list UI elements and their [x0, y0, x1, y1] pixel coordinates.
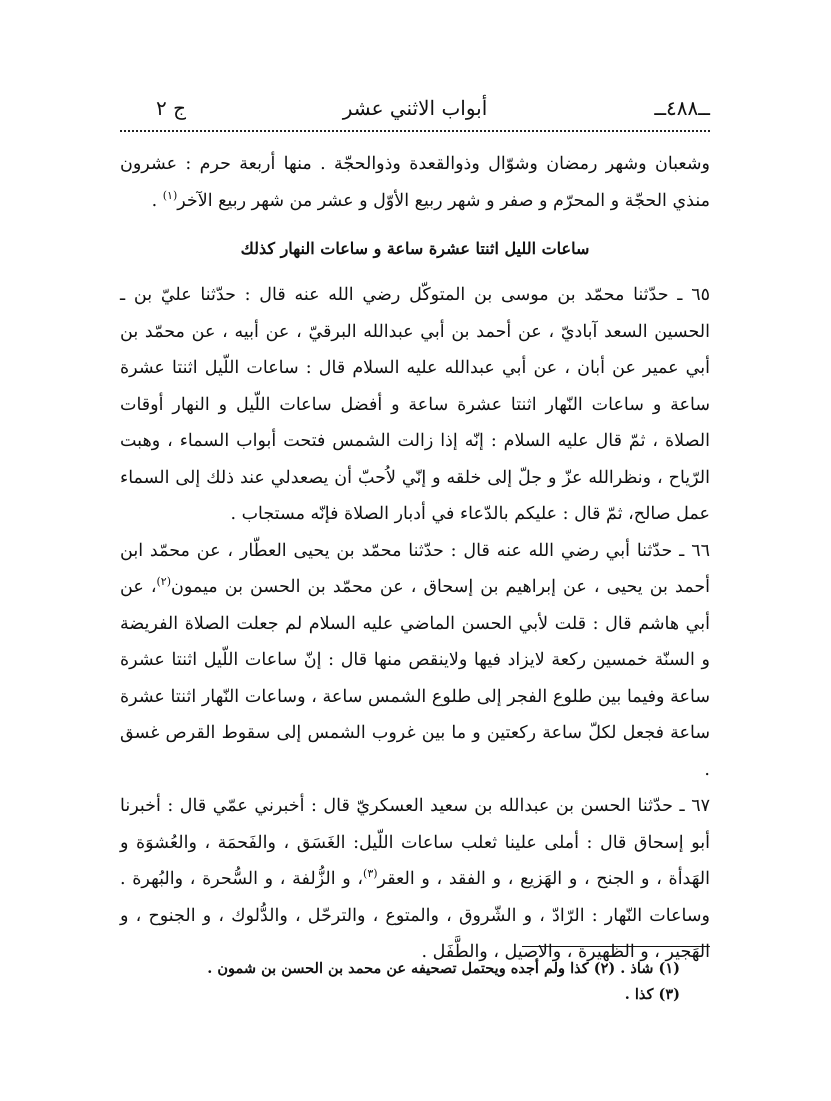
main-text	[120, 146, 710, 971]
running-title: أبواب الاثني عشر	[342, 96, 488, 120]
hadith-65: ٦٥ ـ حدّثنا محمّد بن موسى بن المتوكّل رضي الله عنه قال : حدّثنا عليّ بن ـ الحسين السعد آباديّ ، عن أحمد بن أبي عبدالله البرقيّ ، عن أبيه ، عن محمّد بن أبي عمير عن أبان ، عن أبي عبدالله عليه السلام قال : ساعات اللّيل اثنتا عشرة ساعة و ساعات النّهار اثنتا عشرة ساعة و أفضل ساعات اللّيل و النهار أوقات الصلاة ، ثمّ قال عليه السلام : إنّه إذا زالت الشمس فتحت أبواب السماء ، وهبت الرّياح ، ونظرالله عزّ و جلّ إلى خلقه و إنّي لاُحبّ أن يصعدلي عند ذلك إلى السماء عمل صالح، ثمّ قال : عليكم بالدّعاء في أدبار الصلاة فإنّه مستجاب .	[120, 285, 710, 524]
header-divider	[120, 130, 710, 132]
hadith-67-part-2: ، و الزُّلفة ، و السُّحرة ، والبُهرة . وساعات النّهار : الرّادّ ، و الشّروق ، والمتوع ، والترحّل ، والدُّلوك ، و الجنوح ، و الهَجير ، و الظهيرة ، والاصيل ، والطَّفَل .	[120, 869, 710, 962]
footnotes	[120, 956, 680, 1008]
page-header	[120, 96, 710, 130]
hadith-66	[120, 533, 710, 789]
footnote-divider	[522, 946, 710, 947]
intro-text: وشعبان وشهر رمضان وشوّال وذوالقعدة وذوالحجّة . منها أربعة حرم : عشرون منذي الحجّة و المحرّم و صفر و شهر ربيع الأوّل و عشر من شهر ربيع الآخر	[120, 154, 710, 211]
hadith-67	[120, 788, 710, 971]
footnote-line-1: (١) شاذ . (٢) كذا ولم أجده ويحتمل تصحيفه عن محمد بن الحسن بن شمون .	[207, 960, 680, 977]
intro-end: .	[151, 190, 163, 211]
section-heading: ساعات الليل اثنتا عشرة ساعة و ساعات النهار كذلك	[240, 239, 590, 258]
hadith-66-part-1: ٦٦ ـ حدّثنا أبي رضي الله عنه قال : حدّثنا محمّد بن يحيى العطّار ، عن محمّد ابن أحمد بن يحيى ، عن إبراهيم بن إسحاق ، عن محمّد بن الحسن بن ميمون	[120, 540, 710, 597]
intro-paragraph	[120, 146, 710, 219]
footnote-line-2: (٣) كذا .	[624, 986, 680, 1003]
volume-label: ج ٢	[156, 96, 187, 120]
page-number: ــ٤٨٨ــ	[654, 96, 710, 120]
hadith-66-part-2: ، عن أبي هاشم قال : قلت لأبي الحسن الماضي عليه السلام لم جعلت الصلاة الفريضة و السنّة خمسين ركعة لايزاد فيها ولاينقص منها قال : إنّ ساعات اللّيل اثنتا عشرة ساعة وفيما بين طلوع الفجر إلى طلوع الشمس ساعة ، وساعات النّهار اثنتا عشرة ساعة فجعل لكلّ ساعة ركعتين و ما بين غروب الشمس إلى سقوط القرص غسق .	[120, 577, 710, 780]
hadith-67-part-1: ٦٧ ـ حدّثنا الحسن بن عبدالله بن سعيد العسكريّ قال : أخبرني عمّي قال : أخبرنا أبو إسحاق قال : أملى علينا ثعلب ساعات اللّيل: الغَسَق ، والفَحمَة ، والعُشوَة و الهَدأة ، و الجنح ، و الهَزيع ، و الفقد ، و العقر	[120, 796, 710, 889]
footnote-ref-2: (٢)	[156, 575, 172, 589]
footnote-ref-1: (١)	[162, 188, 178, 202]
footnote-ref-3: (٣)	[363, 867, 378, 881]
